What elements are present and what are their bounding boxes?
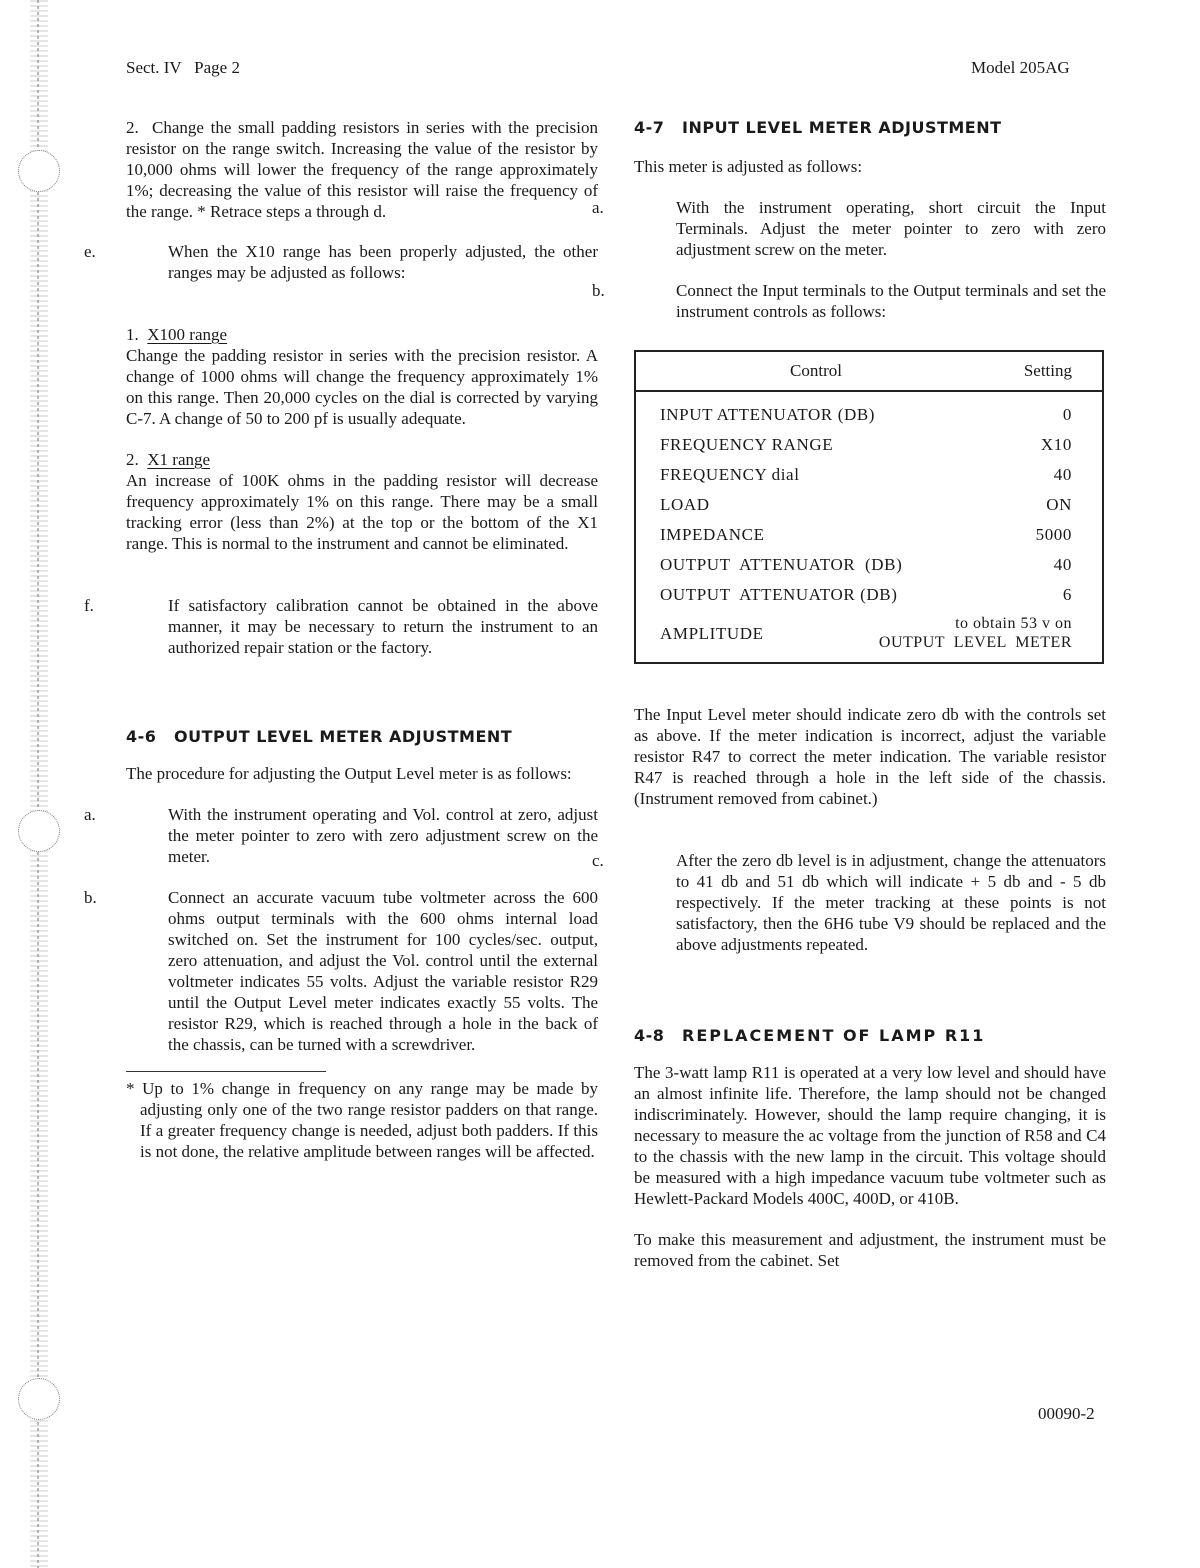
table-row-amplitude: AMPLITUDE to obtain 53 v on OUTPUT LEVEL METER: [660, 615, 1072, 651]
step-e: e. When the X10 range has been properly adjusted, the other ranges may be adjusted as follows:: [84, 242, 598, 282]
right-column: [592, 117, 1106, 1271]
after-table-paragraph: The Input Level meter should indicate zero db with the controls set as above. If the meter indication is incorrect, adjust the variable resistor R47 to correct the meter indication. The variable resistor R47 is reached through a hole in the left side of the chassis. (Instrument removed from cabinet.): [634, 705, 1106, 808]
subsection-title: X1 range: [147, 450, 211, 469]
footnote-rule: [126, 1071, 326, 1072]
section-heading-4-7: 4-7 INPUT LEVEL METER ADJUSTMENT: [634, 118, 1002, 137]
punch-hole: [18, 1378, 60, 1420]
lamp-paragraph-1: The 3-watt lamp R11 is operated at a very low level and should have an almost infinite life. Therefore, the lamp should not be changed indiscriminately. However, should the lamp require changing, it is necessary to measure the ac voltage from the junction of R58 and C4 to the chassis with the new lamp in the circuit. This voltage should be measured with a high impedance vacuum tube voltmeter such as Hewlett-Packard Models 400C, 400D, or 410B.: [634, 1063, 1106, 1208]
table-row: INPUT ATTENUATOR (DB) 0: [660, 405, 1072, 424]
table-row: IMPEDANCE 5000: [660, 525, 1072, 544]
step-c: c. After the zero db level is in adjustment, change the attenuators to 41 db and 51 db which will indicate + 5 db and - 5 db respectively. If the meter tracking at these points is not satisfactory, then the 6H6 tube V9 should be replaced and the above adjustments repeated.: [592, 851, 1106, 954]
binding-line: [37, 0, 39, 1568]
table-row: FREQUENCY RANGE X10: [660, 435, 1072, 454]
binding-edge: [30, 0, 48, 1568]
column-header-control: Control: [635, 351, 996, 391]
subsection-x100: 1. X100 range Change the padding resistor in series with the precision resistor. A change of 1000 ohms will change the frequency approximately 1% on this range. Then 20,000 cycles on the dial is corrected by varying C-7. A change of 50 to 200 pf is usually adequate.: [126, 325, 598, 428]
step-b: b. Connect the Input terminals to the Output terminals and set the instrument controls as follows:: [592, 281, 1106, 321]
punch-hole: [18, 150, 60, 192]
step-a: a. With the instrument operating, short circuit the Input Terminals. Adjust the meter pointer to zero with zero adjustment screw on the meter.: [592, 198, 1106, 259]
table-row: OUTPUT ATTENUATOR (DB) 6: [660, 585, 1072, 604]
punch-hole: [18, 810, 60, 852]
lamp-paragraph-2: To make this measurement and adjustment, the instrument must be removed from the cabinet. Set: [634, 1230, 1106, 1270]
subsection-x1: 2. X1 range An increase of 100K ohms in the padding resistor will decrease frequency approximately 1% on this range. There may be a small tracking error (less than 2%) at the top or the bottom of the X1 range. This is normal to the instrument and cannot be eliminated.: [126, 450, 598, 553]
column-header-setting: Setting: [996, 351, 1103, 391]
step-2: 2. Change the small padding resistors in series with the precision resistor on the range switch. Increasing the value of the resistor by 10,000 ohms will lower the frequency of the range approximately 1%; decreasing the value of this resistor will raise the frequency of the range. * Retrace steps a through d.: [126, 118, 598, 221]
control-settings-table: [634, 350, 1104, 664]
subsection-title: X100 range: [147, 325, 228, 344]
table-row: LOAD ON: [660, 495, 1072, 514]
section-intro: This meter is adjusted as follows:: [634, 157, 863, 176]
footnote: * Up to 1% change in frequency on any range may be made by adjusting only one of the two range resistor padders on that range. If a greater frequency change is needed, adjust both padders. If this is not done, the relative amplitude between ranges will be affected.: [126, 1079, 598, 1161]
page-header-model: Model 205AG: [971, 58, 1070, 77]
table-row: FREQUENCY dial 40: [660, 465, 1072, 484]
section-heading-4-6: 4-6 OUTPUT LEVEL METER ADJUSTMENT: [126, 727, 513, 746]
document-number: 00090-2: [1038, 1404, 1095, 1423]
step-f: f. If satisfactory calibration cannot be obtained in the above manner, it may be necessary to return the instrument to an authorized repair station or the factory.: [84, 596, 598, 657]
page-header-section: Sect. IV Page 2: [126, 58, 240, 77]
step-b: b. Connect an accurate vacuum tube voltmeter across the 600 ohms output terminals with the 600 ohms internal load switched on. Set the instrument for 100 cycles/sec. output, zero attenuation, and adjust the Vol. control until the external voltmeter indicates 55 volts. Adjust the variable resistor R29 until the Output Level meter indicates exactly 55 volts. The resistor R29, which is reached through a hole in the back of the chassis, can be turned with a screwdriver.: [84, 888, 598, 1054]
step-a: a. With the instrument operating and Vol. control at zero, adjust the meter pointer to zero with zero adjustment screw on the meter.: [84, 805, 598, 866]
table-row: OUTPUT ATTENUATOR (DB) 40: [660, 555, 1072, 574]
section-heading-4-8: 4-8 REPLACEMENT OF LAMP R11: [634, 1026, 986, 1045]
left-column: [84, 117, 598, 1162]
section-intro: The procedure for adjusting the Output Level meter is as follows:: [126, 764, 572, 783]
